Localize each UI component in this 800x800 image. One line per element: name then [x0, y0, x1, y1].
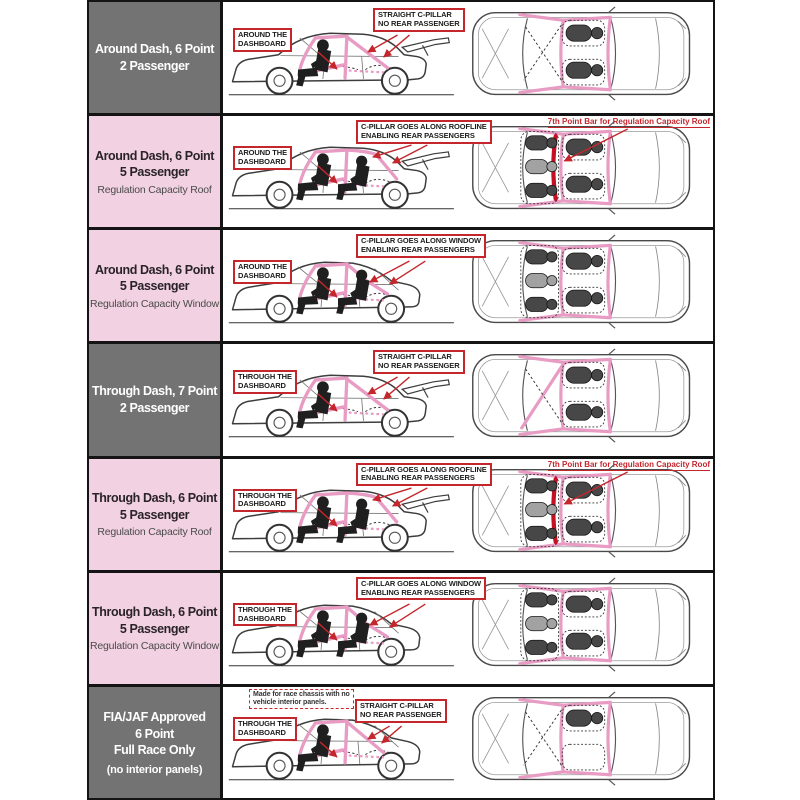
row-label-line: Around Dash, 6 Point: [94, 42, 215, 57]
passenger-top-silhouette: [526, 160, 557, 174]
row-diagram: [223, 344, 713, 455]
passenger-top-silhouette: [566, 482, 603, 498]
passenger-top-silhouette: [566, 633, 603, 649]
note-line: NO REAR PASSENGER: [378, 361, 460, 371]
note-line: THROUGH THE: [238, 490, 292, 500]
note-line: NO REAR PASSENGER: [360, 709, 442, 719]
row-label-line: Around Dash, 6 Point: [94, 262, 215, 277]
note-line: THROUGH THE: [238, 604, 292, 614]
note-line: STRAIGHT C-PILLAR: [378, 10, 452, 19]
row-label-line: 6 Point: [135, 726, 174, 741]
c-pillar-note: [373, 8, 465, 32]
top-view-car-illustration: [473, 578, 690, 671]
row-label-line: 2 Passenger: [119, 400, 190, 415]
row-diagram: [223, 687, 713, 798]
note-line: ENABLING REAR PASSENGERS: [361, 130, 475, 140]
config-row: [89, 230, 713, 344]
c-pillar-note: [356, 577, 486, 601]
seventh-point-bar-note: 7th Point Bar for Regulation Capacity Roof: [547, 459, 710, 469]
passenger-top-silhouette: [526, 274, 557, 288]
note-line: STRAIGHT C-PILLAR: [360, 700, 434, 710]
row-diagram: [223, 2, 713, 113]
note-line: Made for race chassis with no: [253, 690, 350, 698]
passenger-top-silhouette: [566, 25, 603, 41]
note-line: DASHBOARD: [238, 727, 286, 737]
row-label-line: Through Dash, 7 Point: [92, 384, 217, 399]
dashboard-note: [233, 260, 292, 284]
note-line: C-PILLAR GOES ALONG ROOFLINE: [361, 464, 487, 474]
row-diagram-svg: [223, 2, 713, 113]
config-row: [89, 2, 713, 116]
top-view-car-illustration: [473, 349, 690, 442]
passenger-top-silhouette: [526, 478, 557, 492]
rollcage-chart-table: [87, 0, 715, 800]
note-line: ENABLING REAR PASSENGERS: [361, 473, 475, 483]
row-label-subtext: Regulation Capacity Window: [89, 297, 220, 310]
passenger-top-silhouette: [566, 596, 603, 612]
note-line: AROUND THE: [238, 148, 287, 158]
row-label-line: Through Dash, 6 Point: [92, 605, 217, 620]
row-label-subtext: Regulation Capacity Roof: [97, 183, 212, 196]
row-label: [89, 459, 223, 570]
row-label: [89, 2, 223, 113]
dashboard-note: [233, 489, 297, 513]
note-line: vehicle interior panels.: [253, 699, 327, 707]
note-line: C-PILLAR GOES ALONG ROOFLINE: [361, 122, 487, 132]
passenger-top-silhouette: [526, 298, 557, 312]
main-hoop-bar: [345, 379, 347, 421]
row-label-line: 2 Passenger: [119, 58, 190, 73]
row-label-line: FIA/JAF Approved: [103, 710, 206, 725]
main-hoop-bar: [345, 36, 347, 78]
top-view-car-illustration: [473, 692, 690, 785]
passenger-top-silhouette: [566, 405, 603, 421]
passenger-top-silhouette: [526, 136, 557, 150]
note-line: THROUGH THE: [238, 372, 292, 382]
top-view-car-illustration: [473, 235, 690, 328]
passenger-top-silhouette: [526, 640, 557, 654]
top-view-car-illustration: [473, 7, 690, 100]
row-label-line: Through Dash, 6 Point: [92, 491, 217, 506]
row-label-line: 5 Passenger: [119, 621, 190, 636]
note-line: C-PILLAR GOES ALONG WINDOW: [361, 236, 482, 246]
row-label: [89, 687, 223, 798]
top-view-car-illustration: [473, 464, 690, 557]
race-chassis-note: [249, 689, 354, 710]
passenger-top-silhouette: [526, 250, 557, 264]
row-diagram: [223, 230, 713, 341]
row-label: [89, 573, 223, 684]
row-label-line: Around Dash, 6 Point: [94, 148, 215, 163]
config-row: [89, 687, 713, 798]
row-label-line: Full Race Only: [113, 743, 196, 758]
passenger-top-silhouette: [566, 176, 603, 192]
row-label: [89, 116, 223, 227]
passenger-top-silhouette: [526, 502, 557, 516]
note-line: DASHBOARD: [238, 271, 286, 281]
passenger-top-silhouette: [566, 710, 603, 726]
note-line: C-PILLAR GOES ALONG WINDOW: [361, 578, 482, 588]
note-line: NO REAR PASSENGER: [378, 18, 460, 28]
note-line: DASHBOARD: [238, 613, 286, 623]
note-line: ENABLING REAR PASSENGERS: [361, 245, 475, 255]
passenger-top-silhouette: [566, 62, 603, 78]
row-diagram: [223, 116, 713, 227]
row-label-subtext: Regulation Capacity Window: [89, 640, 220, 653]
row-label-line: 5 Passenger: [119, 165, 190, 180]
passenger-top-silhouette: [566, 290, 603, 306]
note-line: DASHBOARD: [238, 381, 286, 391]
row-label-line: 5 Passenger: [119, 279, 190, 294]
seventh-point-bar-note: 7th Point Bar for Regulation Capacity Roof: [547, 117, 710, 127]
dashboard-note: [233, 146, 292, 170]
passenger-top-silhouette: [526, 526, 557, 540]
dashboard-note: [233, 370, 297, 394]
dashboard-note: [233, 717, 297, 741]
row-diagram-svg: [223, 344, 713, 455]
top-view-car-illustration: [473, 121, 690, 214]
note-line: AROUND THE: [238, 30, 287, 39]
row-label-subtext: (no interior panels): [106, 763, 203, 776]
passenger-top-silhouette: [526, 592, 557, 606]
row-label: [89, 230, 223, 341]
passenger-top-silhouette: [526, 183, 557, 197]
c-pillar-note: [355, 699, 447, 723]
config-row: [89, 573, 713, 687]
c-pillar-note: [356, 120, 492, 144]
c-pillar-note: [356, 463, 492, 487]
c-pillar-note: [356, 234, 486, 258]
passenger-top-silhouette: [566, 139, 603, 155]
row-label-subtext: Regulation Capacity Roof: [97, 526, 212, 539]
passenger-top-silhouette: [566, 367, 603, 383]
row-label: [89, 344, 223, 455]
row-diagram: [223, 573, 713, 684]
passenger-top-silhouette: [566, 519, 603, 535]
config-row: [89, 459, 713, 573]
passenger-top-silhouette: [566, 253, 603, 269]
c-pillar-note: [373, 350, 465, 374]
note-line: THROUGH THE: [238, 718, 292, 728]
dashboard-note: [233, 28, 292, 52]
dashboard-note: [233, 603, 297, 627]
passenger-top-silhouette: [526, 616, 557, 630]
note-line: STRAIGHT C-PILLAR: [378, 352, 452, 362]
note-line: DASHBOARD: [238, 499, 286, 509]
main-hoop-bar: [345, 721, 347, 763]
note-line: ENABLING REAR PASSENGERS: [361, 587, 475, 597]
note-line: DASHBOARD: [238, 38, 286, 48]
note-line: AROUND THE: [238, 262, 287, 272]
config-row: [89, 344, 713, 458]
row-label-line: 5 Passenger: [119, 507, 190, 522]
row-diagram: [223, 459, 713, 570]
config-row: [89, 116, 713, 230]
note-line: DASHBOARD: [238, 156, 286, 166]
